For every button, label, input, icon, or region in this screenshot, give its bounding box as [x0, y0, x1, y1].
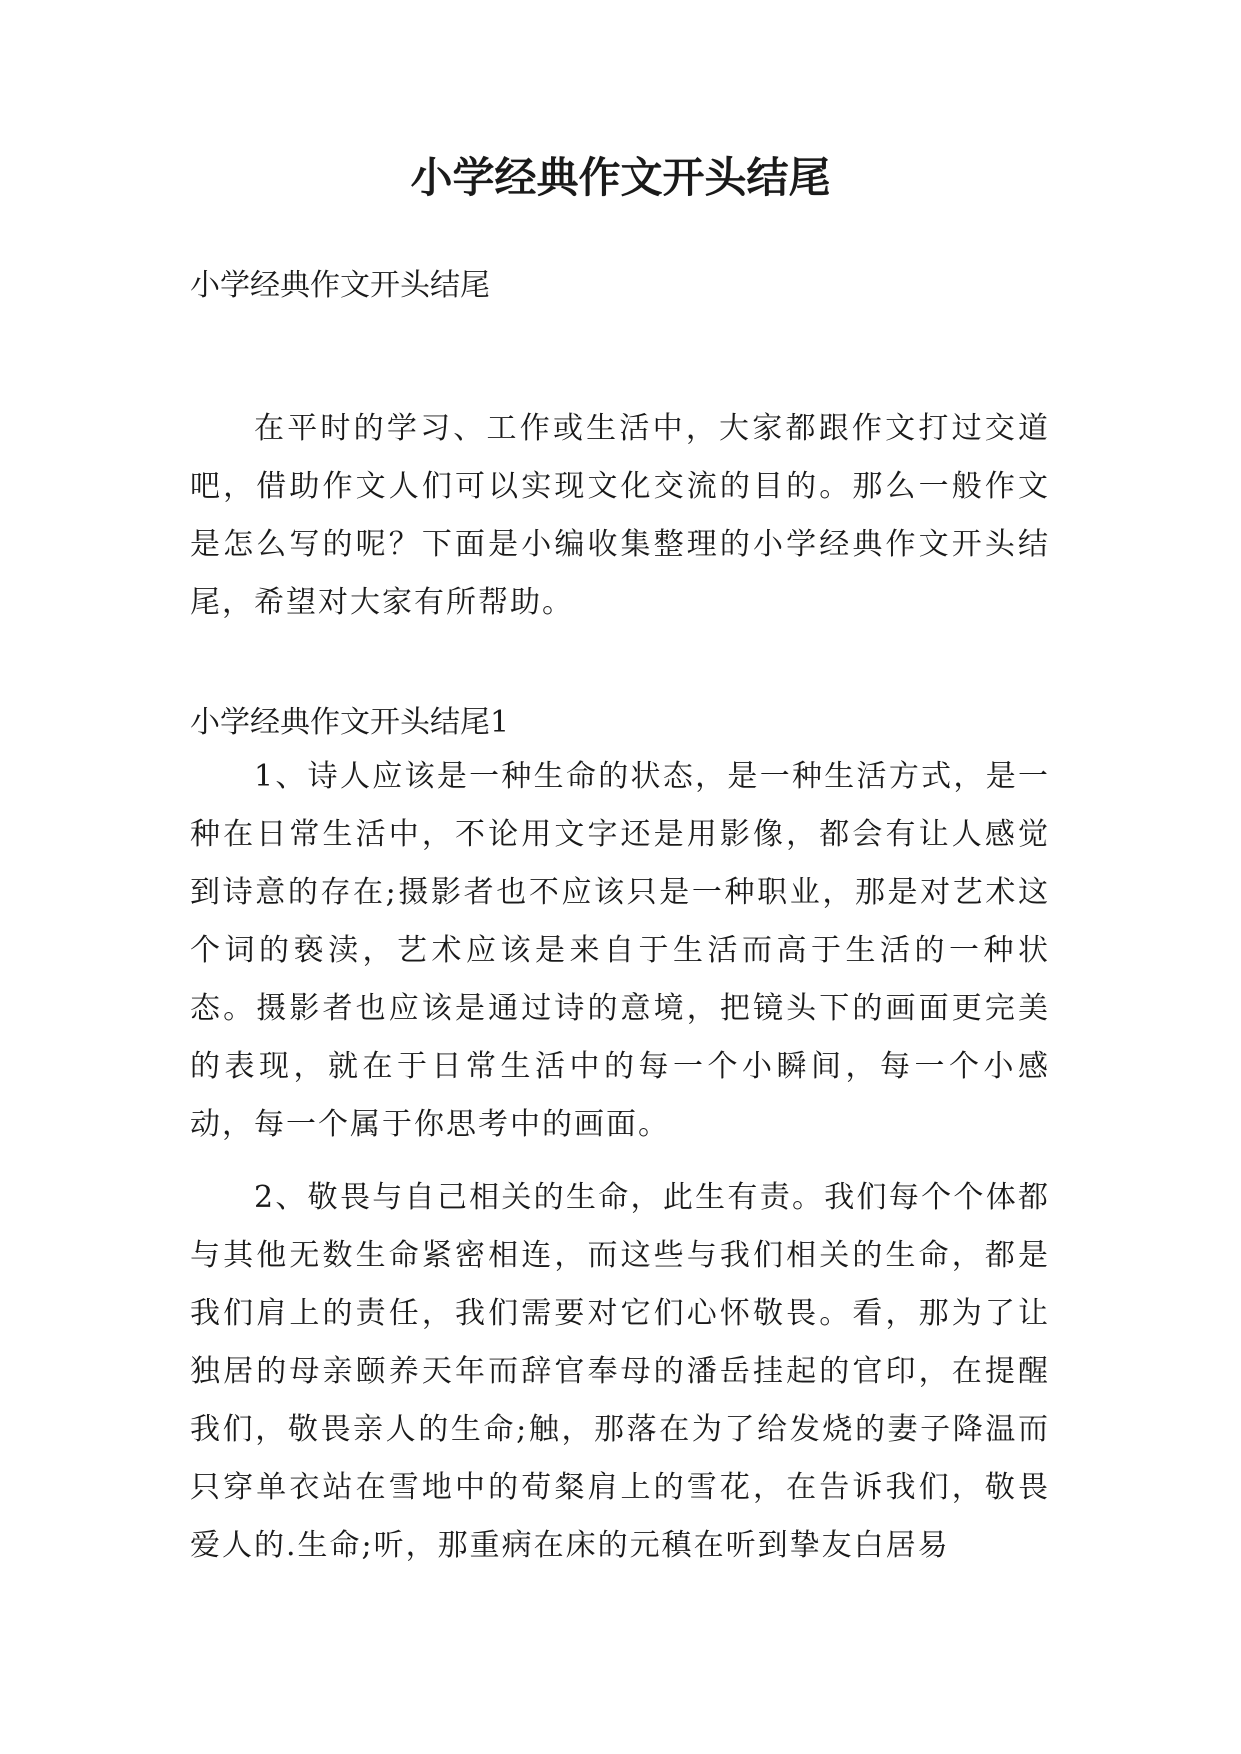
paragraph-2: 2、敬畏与自己相关的生命，此生有责。我们每个个体都与其他无数生命紧密相连，而这些与我们相关的生命，都是我们肩上的责任，我们需要对它们心怀敬畏。看，那为了让独居的母亲颐养天年而辞官奉母的潘岳挂起的官印，在提醒我们，敬畏亲人的生命;触，那落在为了给发烧的妻子降温而只穿单衣站在雪地中的荀粲肩上的雪花，在告诉我们，敬畏爱人的.生命;听，那重病在床的元稹在听到挚友白居易	[190, 1180, 1050, 1563]
document-title: 小学经典作文开头结尾	[410, 153, 831, 202]
intro-paragraph: 在平时的学习、工作或生活中，大家都跟作文打过交道吧，借助作文人们可以实现文化交流的目的。那么一般作文是怎么写的呢？下面是小编收集整理的小学经典作文开头结尾，希望对大家有所帮助。	[190, 411, 1050, 620]
document-subtitle: 小学经典作文开头结尾	[190, 268, 490, 303]
section-heading: 小学经典作文开头结尾1	[190, 705, 510, 740]
paragraph-1: 1、诗人应该是一种生命的状态，是一种生活方式，是一种在日常生活中，不论用文字还是用影像，都会有让人感觉到诗意的存在;摄影者也不应该只是一种职业，那是对艺术这个词的亵渎，艺术应该是来自于生活而高于生活的一种状态。摄影者也应该是通过诗的意境，把镜头下的画面更完美的表现，就在于日常生活中的每一个小瞬间，每一个小感动，每一个属于你思考中的画面。	[190, 759, 1050, 1142]
